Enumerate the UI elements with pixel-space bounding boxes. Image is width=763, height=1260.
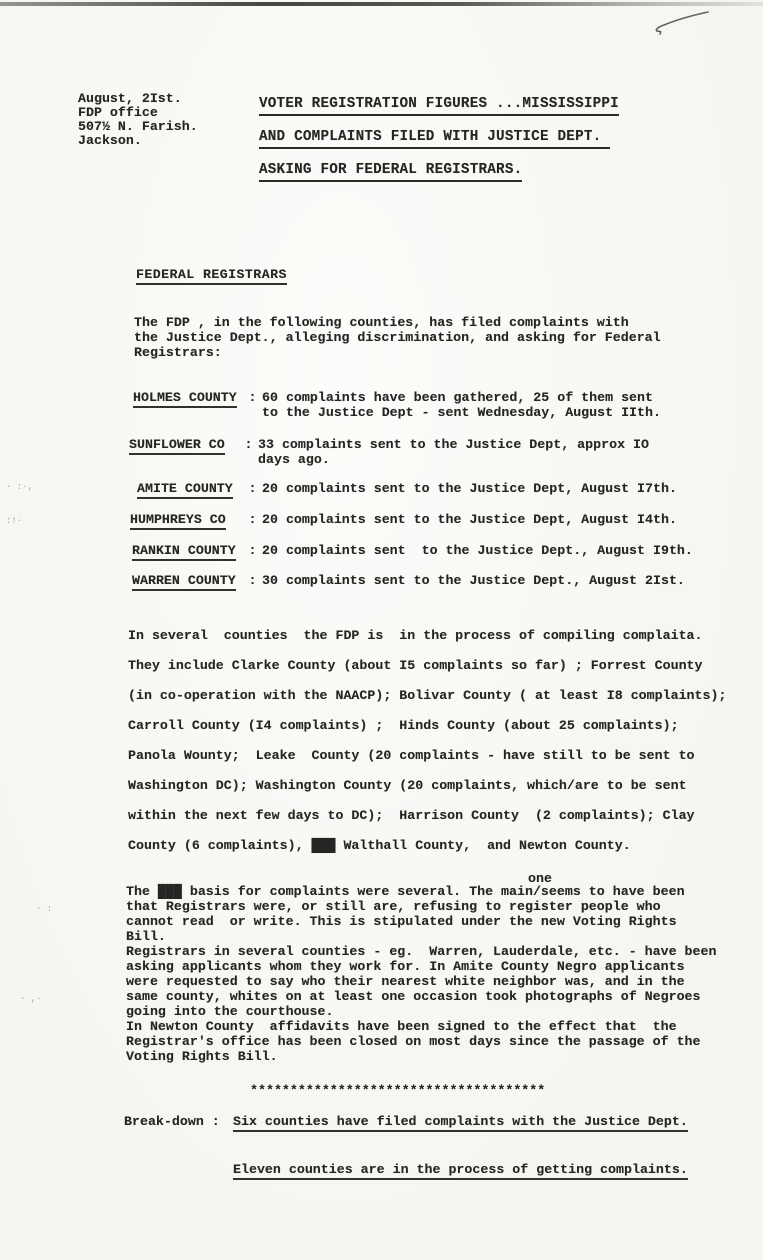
paragraph-line: going into the courthouse. (126, 1004, 334, 1019)
paragraph-line: Carroll County (I4 complaints) ; Hinds County (about 25 complaints); (128, 718, 679, 733)
paragraph-line: within the next few days to DC); Harrison County (2 complaints); Clay (128, 808, 695, 823)
paragraph-line: that Registrars were, or still are, refusing to register people who (126, 899, 661, 914)
county-row-holmes (133, 390, 661, 420)
section-heading (136, 267, 287, 282)
paragraph-line: Registrars in several counties - eg. Warren, Lauderdale, etc. - have been (126, 944, 717, 959)
breakdown-line-2: Eleven counties are in the process of getting complaints. (233, 1162, 688, 1180)
paragraph-line: asking applicants whom they work for. In Amite County Negro applicants (126, 959, 685, 974)
paragraph-line: were requested to say who their nearest white neighbor was, and in the (126, 974, 685, 989)
county-name: SUNFLOWER CO (129, 437, 225, 455)
paragraph-line: Bill. (126, 929, 166, 944)
intro-line: The FDP , in the following counties, has filed complaints with (134, 315, 629, 330)
county-separator: : (248, 481, 257, 496)
county-separator: : (248, 390, 257, 405)
title-line-3: ASKING FOR FEDERAL REGISTRARS. (259, 162, 522, 182)
document-title (259, 94, 619, 193)
scan-smudge: :!· (6, 516, 23, 526)
title-line-1: VOTER REGISTRATION FIGURES ...MISSISSIPPI (259, 96, 619, 116)
scan-smudge: · ,· (20, 994, 42, 1004)
asterisk-divider: ************************************* (250, 1083, 546, 1098)
county-name: HUMPHREYS CO (130, 512, 226, 530)
sender-address-block (78, 92, 198, 148)
section-heading-text: FEDERAL REGISTRARS (136, 267, 287, 285)
county-detail: 20 complaints sent to the Justice Dept, August I7th. (262, 481, 677, 496)
county-row-warren (132, 573, 685, 588)
county-row-sunflower (129, 437, 649, 467)
county-name: RANKIN COUNTY (132, 543, 236, 561)
typed-insertion-word: one (528, 871, 552, 886)
paragraph-line: (in co-operation with the NAACP); Bolivar County ( at least I8 complaints); (128, 688, 727, 703)
intro-line: the Justice Dept., alleging discrimination, and asking for Federal (134, 330, 661, 345)
intro-line: Registrars: (134, 345, 222, 360)
paragraph-line: In Newton County affidavits have been signed to the effect that the (126, 1019, 677, 1034)
paragraph-line: Panola Wounty; Leake County (20 complaints - have still to be sent to (128, 748, 695, 763)
sender-street: 507½ N. Farish. (78, 119, 198, 134)
county-row-rankin (132, 543, 693, 558)
county-detail: 30 complaints sent to the Justice Dept., August 2Ist. (262, 573, 685, 588)
sender-date: August, 2Ist. (78, 91, 182, 106)
scan-edge-artifact (0, 0, 763, 7)
paragraph-line: same county, whites on at least one occasion took photographs of Negroes (126, 989, 701, 1004)
basis-paragraph (126, 884, 716, 1064)
county-detail: 60 complaints have been gathered, 25 of them sent (262, 390, 653, 405)
paragraph-line: The ███ basis for complaints were several. The main/seems to have been (126, 884, 685, 899)
paragraph-line: cannot read or write. This is stipulated under the new Voting Rights (126, 914, 677, 929)
paragraph-line: Voting Rights Bill. (126, 1049, 278, 1064)
county-detail: 20 complaints sent to the Justice Dept., August I9th. (262, 543, 693, 558)
county-separator: : (244, 437, 253, 452)
scan-smudge: · :·, (6, 482, 34, 492)
county-separator: : (248, 543, 257, 558)
intro-paragraph (134, 315, 661, 360)
scan-smudge: · : (36, 904, 53, 914)
county-row-humphreys (130, 512, 677, 527)
county-name: AMITE COUNTY (137, 481, 233, 499)
county-detail: days ago. (258, 452, 330, 467)
paragraph-line: Washington DC); Washington County (20 complaints, which/are to be sent (128, 778, 687, 793)
paragraph-line: Registrar's office has been closed on most days since the passage of the (126, 1034, 701, 1049)
county-separator: : (248, 512, 257, 527)
paragraph-line: In several counties the FDP is in the process of compiling complaita. (128, 628, 703, 643)
county-name: WARREN COUNTY (132, 573, 236, 591)
breakdown-label: Break-down : (124, 1114, 220, 1129)
breakdown-line-1: Six counties have filed complaints with the Justice Dept. (233, 1114, 688, 1132)
county-name: HOLMES COUNTY (133, 390, 237, 408)
paragraph-line: County (6 complaints), ███ Walthall County, and Newton County. (128, 838, 631, 853)
county-row-amite (137, 481, 677, 496)
handwritten-squiggle-mark (650, 8, 714, 40)
county-detail: to the Justice Dept - sent Wednesday, August IIth. (262, 405, 661, 420)
sender-org: FDP office (78, 105, 158, 120)
sender-city: Jackson. (78, 133, 142, 148)
title-line-2: AND COMPLAINTS FILED WITH JUSTICE DEPT. (259, 129, 610, 149)
county-detail: 33 complaints sent to the Justice Dept, approx IO (258, 437, 649, 452)
county-detail: 20 complaints sent to the Justice Dept, August I4th. (262, 512, 677, 527)
paragraph-line: They include Clarke County (about I5 complaints so far) ; Forrest County (128, 658, 703, 673)
county-separator: : (248, 573, 257, 588)
compiling-paragraph (128, 621, 726, 861)
